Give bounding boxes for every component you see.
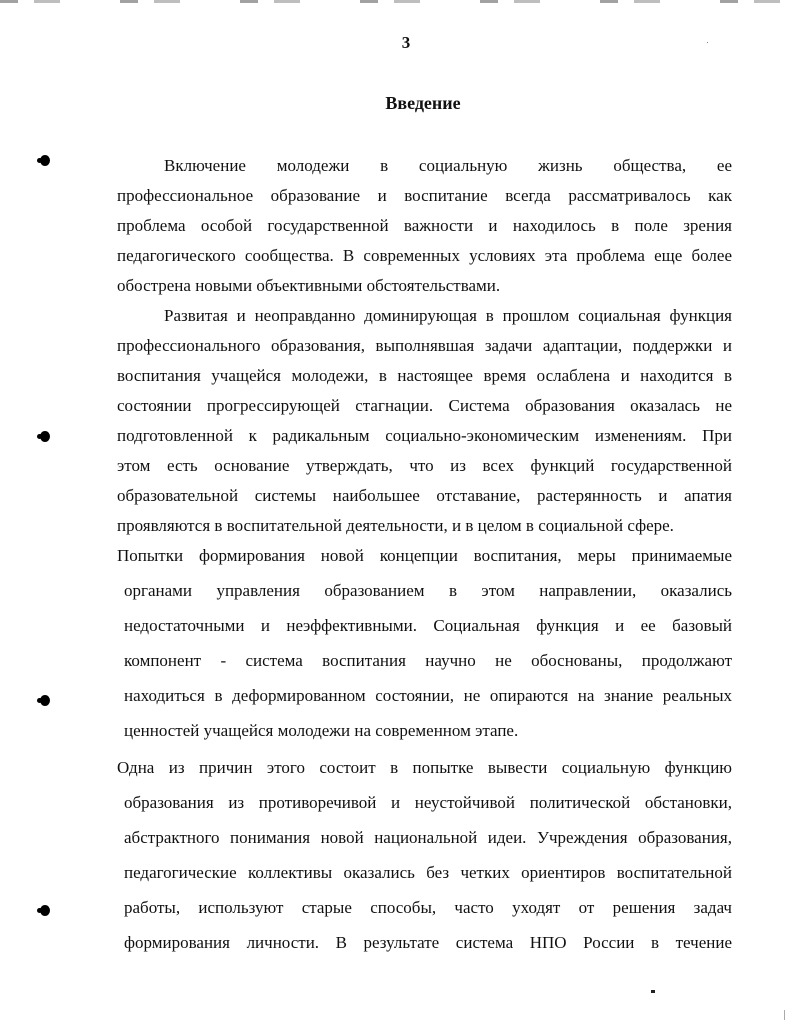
text-line: обострена новыми объективными обстоятельствами. [117,276,501,295]
scan-top-edge [0,0,792,3]
text-line: подготовленной к радикальным социально-экономическим изменениям. При [117,426,732,445]
punch-hole-mark [40,431,50,442]
section-title: Введение [385,93,461,113]
punch-hole-mark [40,155,50,166]
text-line: находиться в деформированном состоянии, не опираются на знание реальных [124,686,732,705]
text-line: Попытки формирования новой концепции воспитания, меры принимаемые [117,546,732,565]
text-line: недостаточными и неэффективными. Социальная функция и ее базовый [124,616,732,635]
scan-speck [651,990,655,993]
text-line: профессионального образования, выполнявшая задачи адаптации, поддержки и [117,336,732,355]
text-line: педагогические коллективы оказались без четких ориентиров воспитательной [124,863,732,882]
text-line: органами управления образованием в этом направлении, оказались [124,581,732,600]
text-line: проблема особой государственной важности и находилось в поле зрения [117,216,732,235]
scan-speck [784,1010,785,1020]
text-line: компонент - система воспитания научно не обоснованы, продолжают [124,651,732,670]
text-line: проявляются в воспитательной деятельности, и в целом в социальной сфере. [117,516,674,535]
text-line: Включение молодежи в социальную жизнь общества, ее [164,156,732,175]
text-line: образования из противоречивой и неустойчивой политической обстановки, [124,793,732,812]
text-line: воспитания учащейся молодежи, в настоящее время ослаблена и находится в [117,366,732,385]
text-line: педагогического сообщества. В современных условиях эта проблема еще более [117,246,732,265]
text-line: этом есть основание утверждать, что из всех функций государственной [117,456,732,475]
text-line: ценностей учащейся молодежи на современном этапе. [124,721,519,740]
text-line: профессиональное образование и воспитание всегда рассматривалось как [117,186,732,205]
text-line: Одна из причин этого состоит в попытке вывести социальную функцию [117,758,732,777]
text-line: образовательной системы наибольшее отставание, растерянность и апатия [117,486,732,505]
punch-hole-mark [40,695,50,706]
text-line: состоянии прогрессирующей стагнации. Система образования оказалась не [117,396,732,415]
scan-speck [707,42,708,43]
text-line: абстрактного понимания новой национальной идеи. Учреждения образования, [124,828,732,847]
punch-hole-mark [40,905,50,916]
text-line: работы, используют старые способы, часто уходят от решения задач [124,898,732,917]
text-line: Развитая и неоправданно доминирующая в прошлом социальная функция [164,306,732,325]
text-line: формирования личности. В результате система НПО России в течение [124,933,732,952]
page-number: 3 [401,33,411,52]
